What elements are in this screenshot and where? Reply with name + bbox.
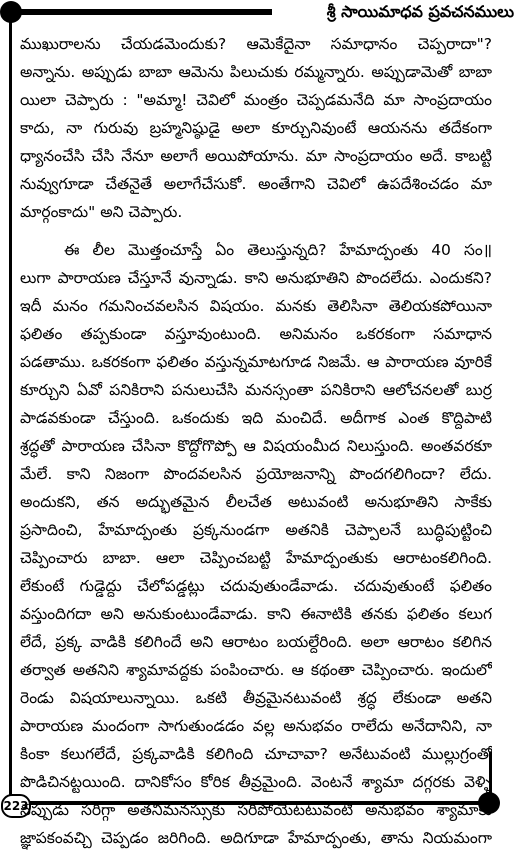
body-text xyxy=(20,30,492,852)
text-line: చెప్పించారు బాబా. ఆలా చెప్పించబట్టి హేమాద్పంతుకు ఆరాటంకలిగింది. xyxy=(20,549,492,567)
text-line: పారాయణ మందంగా సాగుతుండడం వల్ల అనుభవం రాలేదు అనేదానిని, నా xyxy=(20,717,492,735)
text-line: కింకా కలుగలేదే, ప్రక్కవాడికి కలిగింది చూచావా? అనేటువంటి ముల్లుగ్రంతో xyxy=(20,745,492,763)
text-line: రెండు విషయాలున్నాయి. ఒకటి తీవ్రమైనటువంటి శ్రద్ధ లేకుండా అతని xyxy=(20,689,492,707)
text-line: లుగా పారాయణ చేస్తూనే వున్నాడు. కాని అనుభూతిని పొందలేదు. ఎందుకని? xyxy=(20,269,492,287)
running-header: శ్రీ సాయిమాధవ ప్రవచనములు xyxy=(326,2,514,21)
text-line: యిలా చెప్పారు : "అమ్మా! చెవిలో మంత్రం చెప్పడమనేది మా సాంప్రదాయం xyxy=(20,91,492,109)
text-line: ప్రసాదించి, హేమాద్పంతు ప్రక్కనుండగా అతనికి చెప్పాలనే బుద్ధిపుట్టించి xyxy=(20,521,492,539)
text-line: అందుకని, తన అద్భుతమైన లీలచేత అటువంటి అనుభూతిని సాకేకు xyxy=(20,493,492,511)
header-rule xyxy=(10,9,272,15)
page-number: 223 xyxy=(1,794,31,818)
text-line: ముఖురాలను చేయడమెందుకు? ఆమెకేదైనా సమాధానం చెప్పరాదా"? xyxy=(20,35,492,53)
text-line: శ్రద్ధతో పారాయణ చేసినా కొద్దోగొప్పో ఆ విషయంమీద నిలుస్తుంది. అంతవరకూ xyxy=(20,437,492,455)
text-line: తర్వాత అతనిని శ్యామావద్దకు పంపించారు. ఆ కథంతా చెప్పించారు. ఇందులో xyxy=(20,661,492,679)
text-line: పొడిచినట్టయింది. దానికోసం కోరిక తీవ్రమైంది. వెంటనే శ్యామా దగ్గరకు వెళ్ళి xyxy=(20,773,492,791)
text-line: ఫలితం తప్పకుండా వస్తూవుంటుంది. అనిమనం ఒకరకంగా సమాధాన xyxy=(20,325,492,343)
text-line: కాదు, నా గురువు బ్రహ్మనిష్ఠుడై అలా కూర్చునివుంటే ఆయనను తదేకంగా xyxy=(20,119,492,137)
text-line: నప్పుడు సరిగ్గా అతనిమనస్సుకు సరిపోయేటటువంటి అనుభవం శ్యామాకు xyxy=(20,801,492,819)
text-line: వస్తుందిగదా అని అనుకుంటుండేవాడు. కాని ఈనాటికి తనకు ఫలితం కలుగ xyxy=(20,605,492,623)
left-border-rule xyxy=(9,14,12,807)
text-line: కూర్చుని ఏవో పనికిరాని పనులుచేసి మనస్సంతా పనికిరాని ఆలోచనలతో బుర్ర xyxy=(20,381,492,399)
text-line: మేలే. కాని నిజంగా పొందవలసిన ప్రయోజనాన్ని పొందగలిగిందా? లేదు. xyxy=(20,465,492,483)
text-line: నువ్వుగూడా చేతనైతే అలాగేచేసుకో. అంతేగాని చెవిలో ఉపదేశించడం మా xyxy=(20,175,492,193)
paragraph-gap xyxy=(20,226,492,236)
text-line: పడతాము. ఒకరకంగా ఫలితం వస్తున్నమాటగూడ నిజమే. ఆ పారాయణ వూరికే xyxy=(20,353,492,371)
text-line: ఈ లీల మొత్తంచూస్తే ఏం తెలుస్తున్నది? హేమాద్పంతు 40 సం॥ xyxy=(64,241,492,259)
text-line: ఇదీ మనం గమనించవలసిన విషయం. మనకు తెలిసినా తెలియకపోయినా xyxy=(20,297,492,315)
text-line: అన్నాను. అప్పుడు బాబా ఆమెను పిలుచుకు రమ్మన్నారు. అప్పుడామెతో బాబా xyxy=(20,63,492,81)
text-line: పాడవకుండా చేస్తుంది. ఒకందుకు ఇది మంచిదే. అదీగాక ఎంత కొద్దిపాటి xyxy=(20,409,492,427)
paragraph-1 xyxy=(20,30,492,226)
text-line: జ్ఞాపకంవచ్చి చెప్పడం జరిగింది. అదిగూడా హేమాద్పంతు, తాను నియమంగా xyxy=(20,829,492,847)
text-line: లేకుంటే గుడ్డెద్దు చేలోపడ్డట్లు చదువుతుండేవాడు. చదువుతుంటే ఫలితం xyxy=(20,577,492,595)
text-line: మార్గంకాదు" అని చెప్పారు. xyxy=(20,203,183,221)
paragraph-2 xyxy=(20,236,492,852)
text-line: లేదే, ప్రక్క వాడికి కలిగిందే అని ఆరాటం బయల్దేరింది. అలా ఆరాటం కలిగిన xyxy=(20,633,492,651)
text-line: ధ్యానంచేసి చేసి నేనూ అలాగే అయిపోయాను. మా సాంప్రదాయం అదే. కాబట్టి xyxy=(20,147,492,165)
